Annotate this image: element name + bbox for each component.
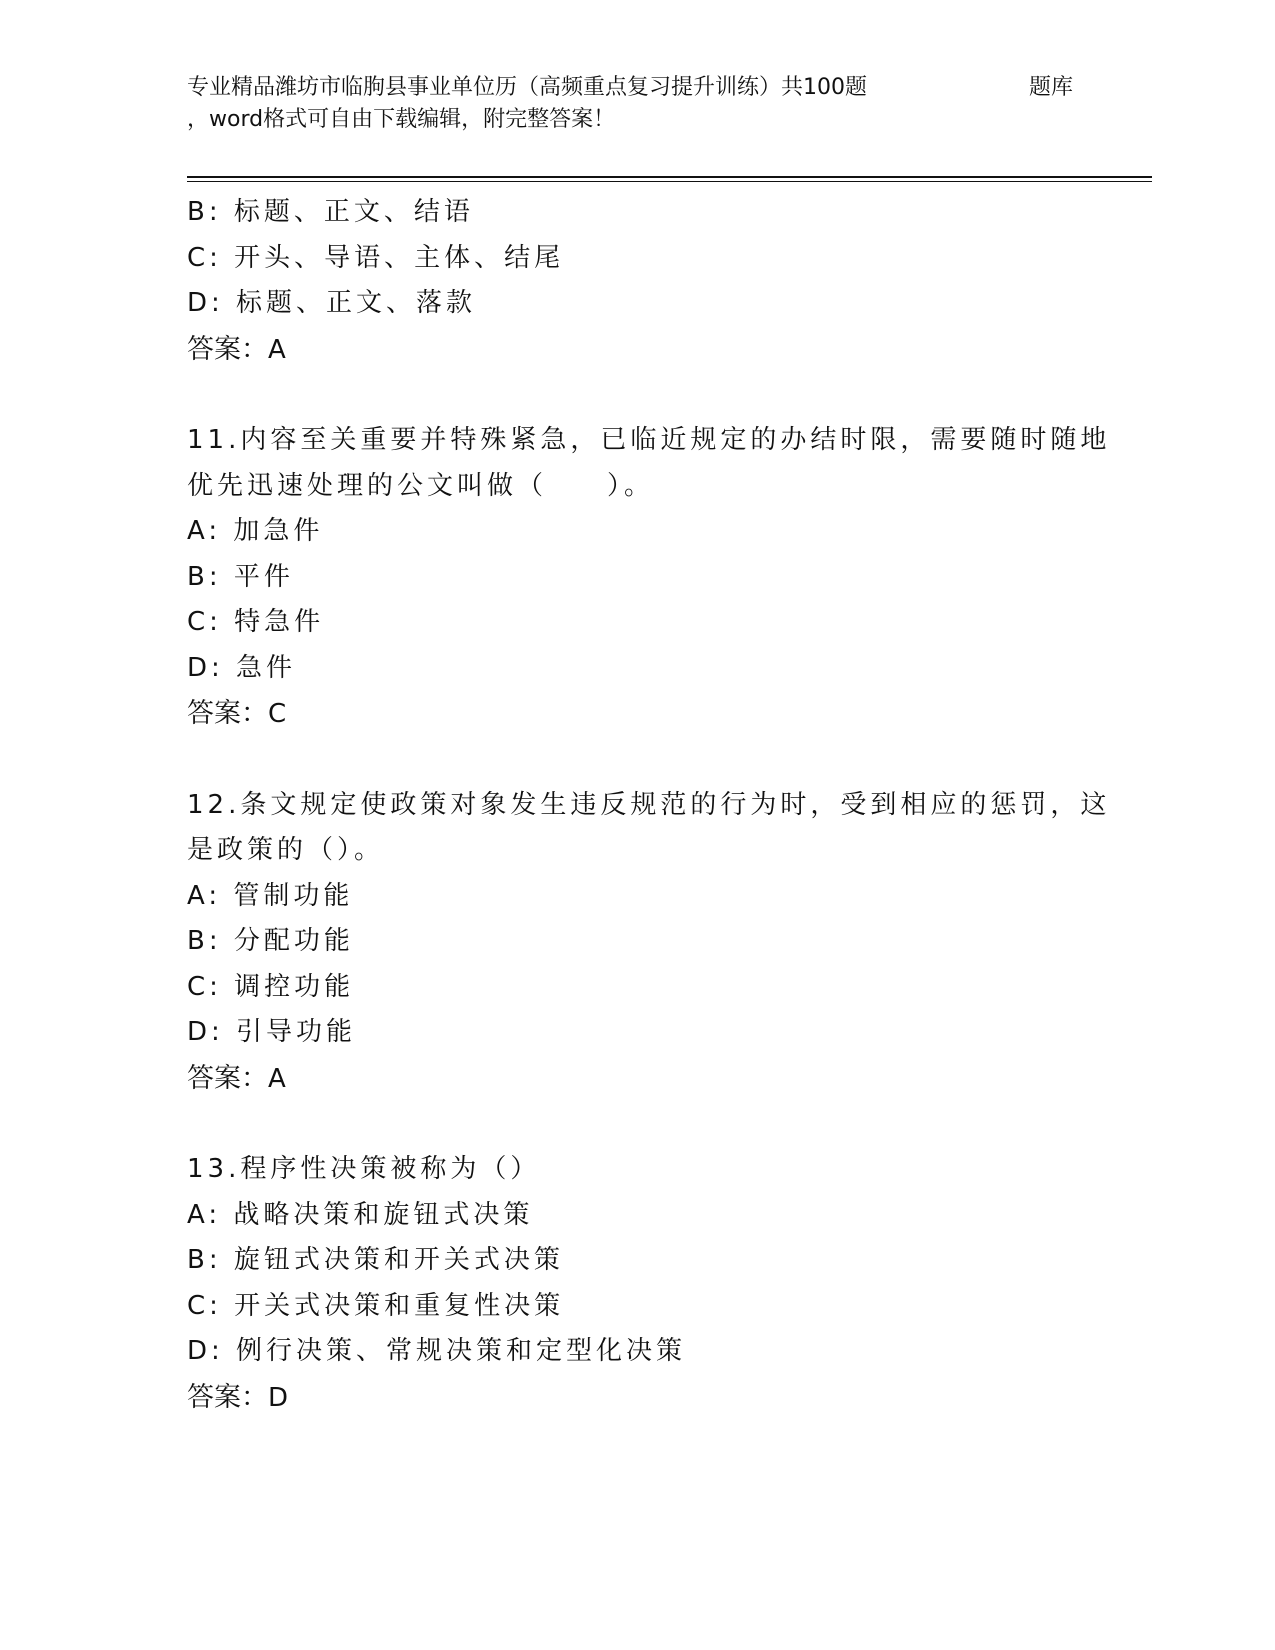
question-11	[187, 418, 1111, 737]
option-c: C: 开关式决策和重复性决策	[187, 1290, 565, 1321]
question-stem: 12.条文规定使政策对象发生违反规范的行为时，受到相应的惩罚，这	[187, 789, 1111, 820]
answer-line	[187, 327, 1087, 373]
header-rule-thin	[187, 181, 1152, 182]
answer-label: 答案：	[187, 333, 268, 365]
question-12	[187, 783, 1111, 1102]
option-c: C: 开头、导语、主体、结尾	[187, 242, 565, 273]
answer-label: 答案：	[187, 698, 268, 729]
answer-value: A	[268, 1063, 286, 1094]
option-b: B: 标题、正文、结语	[187, 197, 474, 227]
option-c: C: 特急件	[187, 607, 325, 637]
answer-line	[187, 1375, 1087, 1421]
option-d: D: 急件	[187, 652, 297, 683]
answer-value: A	[268, 334, 286, 365]
option-d: D: 例行决策、常规决策和定型化决策	[187, 1336, 687, 1366]
answer-label: 答案：	[187, 1381, 268, 1413]
page-header	[187, 72, 1087, 136]
header-title: 专业精品潍坊市临朐县事业单位历（高频重点复习提升训练）共100题	[187, 75, 867, 100]
option-b: B: 平件	[187, 561, 294, 592]
option-a: A: 加急件	[187, 516, 324, 546]
option-c: C: 调控功能	[187, 971, 355, 1002]
option-d: D: 标题、正文、落款	[187, 288, 477, 318]
question-13	[187, 1147, 1087, 1420]
option-a: A: 管制功能	[187, 880, 354, 911]
option-b: B: 旋钮式决策和开关式决策	[187, 1245, 564, 1275]
question-stem: 13.程序性决策被称为（）	[187, 1154, 541, 1184]
option-b: B: 分配功能	[187, 926, 354, 956]
answer-value: D	[268, 1382, 289, 1413]
header-line-2: ，word格式可自由下载编辑，附完整答案！	[187, 107, 616, 132]
option-d: D: 引导功能	[187, 1017, 357, 1047]
question-stem: 优先迅速处理的公文叫做（ ）。	[187, 470, 655, 501]
question-stem: 是政策的（）。	[187, 835, 385, 865]
spacer	[187, 1101, 1087, 1147]
answer-line	[187, 1056, 1087, 1102]
answer-label: 答案：	[187, 1062, 268, 1094]
header-line-1	[187, 72, 1087, 104]
option-a: A: 战略决策和旋钮式决策	[187, 1199, 534, 1230]
spacer	[187, 737, 1087, 783]
spacer	[187, 372, 1087, 418]
header-rule-thick	[187, 176, 1152, 178]
question-list	[187, 190, 1111, 1420]
answer-line	[187, 691, 1087, 737]
question-stem: 11.内容至关重要并特殊紧急，已临近规定的办结时限，需要随时随地	[187, 425, 1111, 455]
question-prev	[187, 190, 1087, 372]
answer-value: C	[268, 699, 287, 729]
header-title-tail: 题库	[1029, 75, 1074, 100]
